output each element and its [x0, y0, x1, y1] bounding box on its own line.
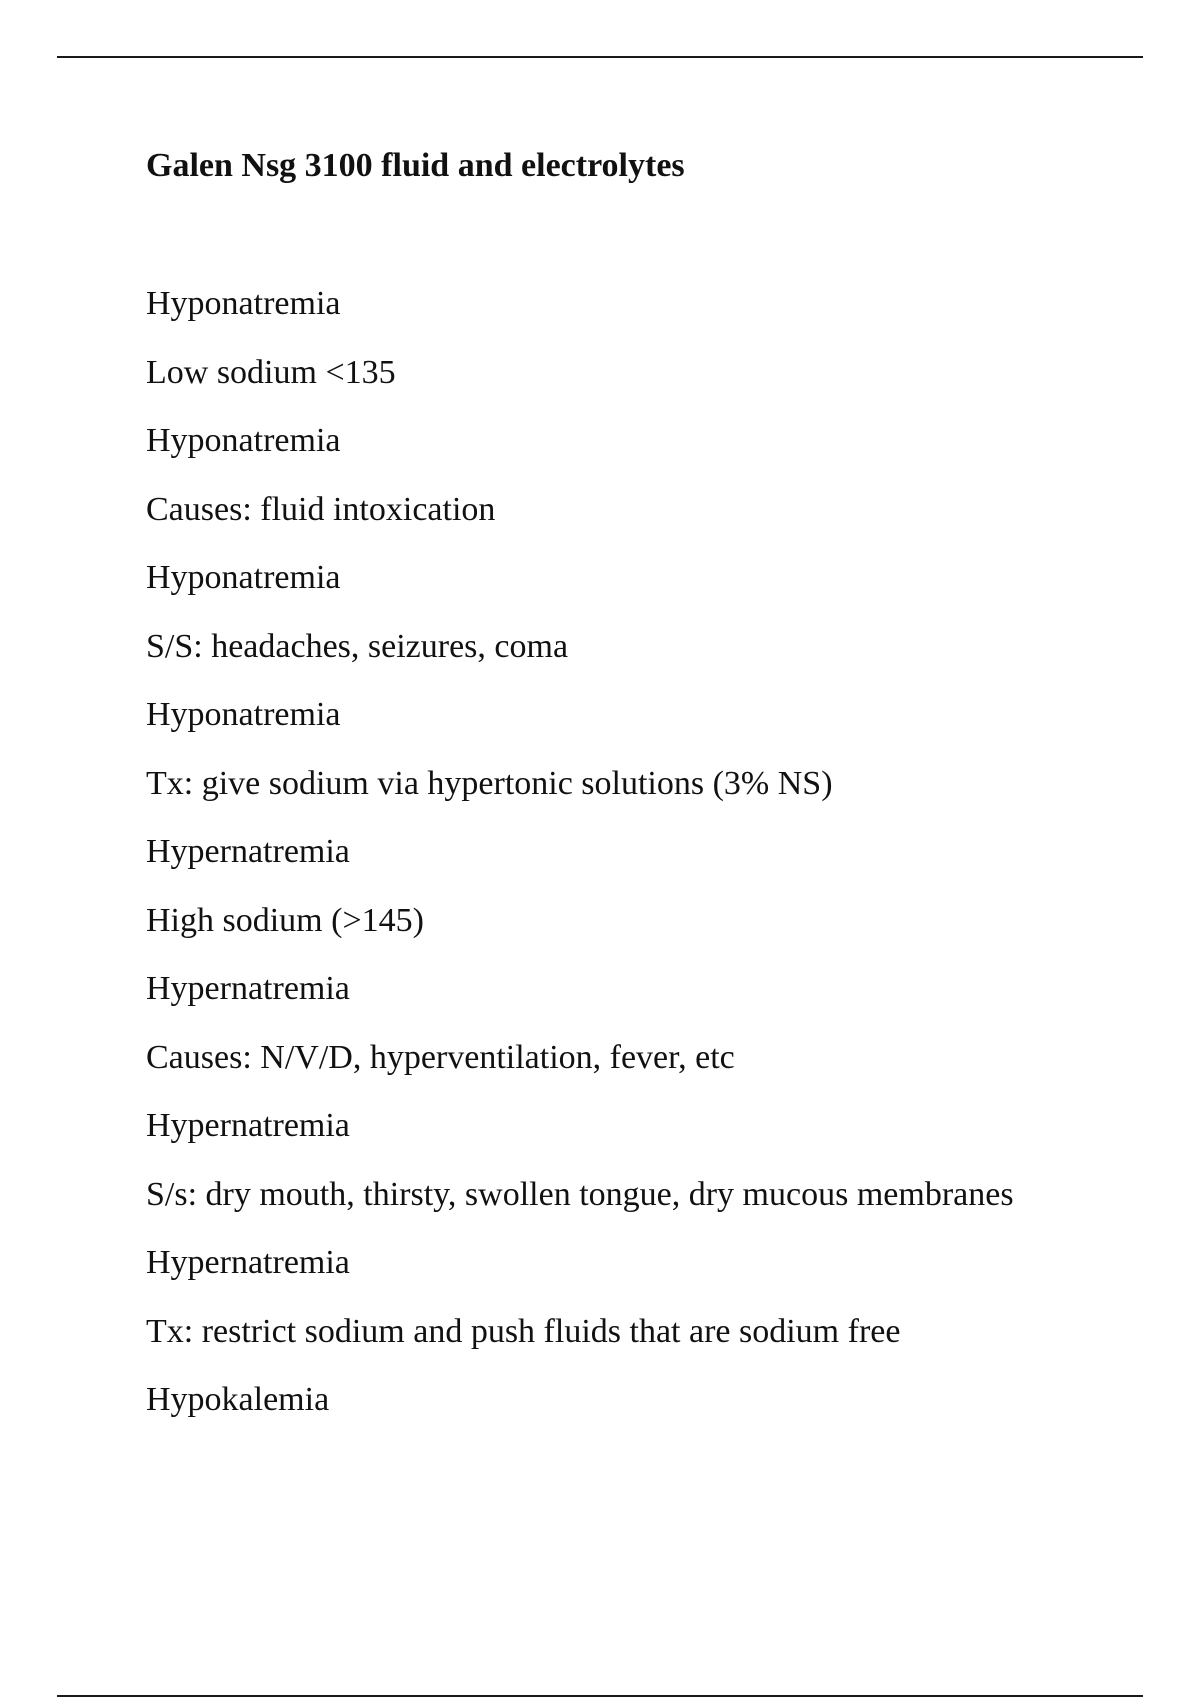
- term-line: Hyponatremia: [146, 696, 341, 733]
- term-line: Hypernatremia: [146, 1244, 350, 1281]
- term-line: Hypernatremia: [146, 833, 350, 870]
- definition-line: S/S: headaches, seizures, coma: [146, 627, 569, 665]
- term-line: Hypokalemia: [146, 1381, 330, 1418]
- definition-line: Tx: give sodium via hypertonic solutions (3% NS): [146, 764, 833, 802]
- flashcard-list: [146, 282, 1014, 1447]
- term-line: Hyponatremia: [146, 422, 341, 459]
- term-line: Hyponatremia: [146, 559, 341, 596]
- definition-line: Tx: restrict sodium and push fluids that are sodium free: [146, 1312, 901, 1350]
- definition-line: Causes: fluid intoxication: [146, 490, 496, 528]
- bottom-divider: [57, 1695, 1143, 1697]
- term-line: Hypernatremia: [146, 1107, 350, 1144]
- definition-line: Causes: N/V/D, hyperventilation, fever, etc: [146, 1038, 735, 1076]
- definition-line: S/s: dry mouth, thirsty, swollen tongue, dry mucous membranes: [146, 1175, 1014, 1213]
- document-title: Galen Nsg 3100 fluid and electrolytes: [146, 147, 685, 184]
- definition-line: High sodium (>145): [146, 901, 424, 939]
- term-line: Hyponatremia: [146, 285, 341, 322]
- term-line: Hypernatremia: [146, 970, 350, 1007]
- top-divider: [57, 56, 1143, 58]
- definition-line: Low sodium <135: [146, 353, 396, 391]
